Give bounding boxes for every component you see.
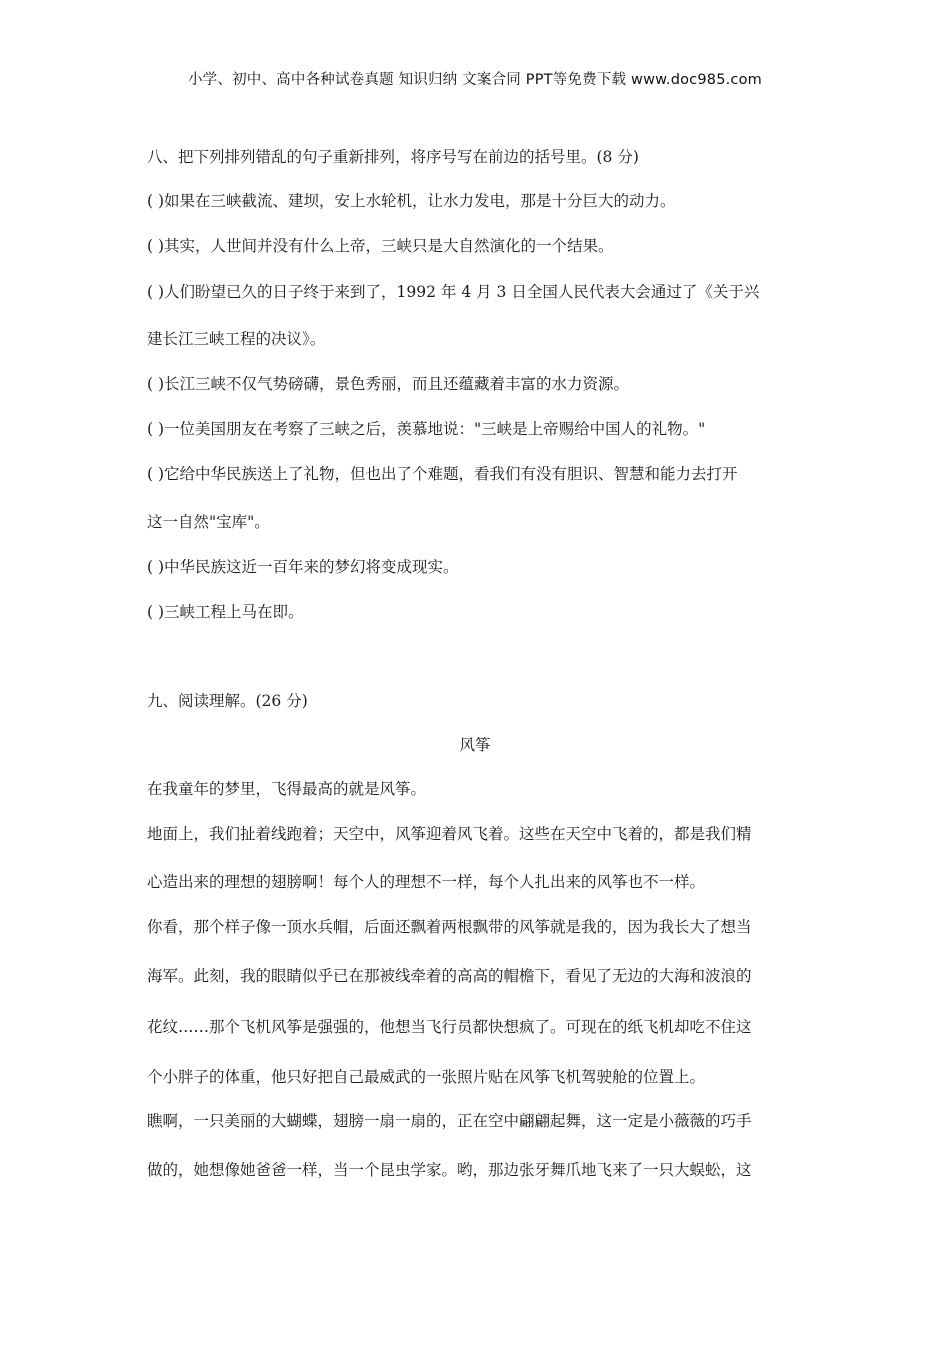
reorder-sentence: ( )一位美国朋友在考察了三峡之后，羡慕地说："三峡是上帝赐给中国人的礼物。" [147, 420, 706, 438]
article-line: 个小胖子的体重，他只好把自己最威武的一张照片贴在风筝飞机驾驶舱的位置上。 [147, 1068, 706, 1086]
article-line: 做的，她想像她爸爸一样，当一个昆虫学家。哟，那边张牙舞爪地飞来了一只大蜈蚣，这 [147, 1161, 752, 1179]
reorder-sentence-continuation: 建长江三峡工程的决议》。 [147, 330, 326, 348]
reorder-sentence: ( )如果在三峡截流、建坝，安上水轮机，让水力发电，那是十分巨大的动力。 [147, 192, 676, 210]
article-line: 海军。此刻，我的眼睛似乎已在那被线牵着的高高的帽檐下，看见了无边的大海和波浪的 [147, 967, 752, 985]
reorder-sentence: ( )它给中华民族送上了礼物，但也出了个难题，看我们有没有胆识、智慧和能力去打开 [147, 465, 738, 483]
reorder-sentence: ( )人们盼望已久的日子终于来到了，1992 年 4 月 3 日全国人民代表大会通过了《关于兴 [147, 283, 760, 301]
reorder-sentence: ( )其实，人世间并没有什么上帝，三峡只是大自然演化的一个结果。 [147, 237, 614, 255]
article-line: 地面上，我们扯着线跑着；天空中，风筝迎着风飞着。这些在天空中飞着的，都是我们精 [147, 825, 752, 843]
reorder-sentence: ( )中华民族这近一百年来的梦幻将变成现实。 [147, 558, 459, 576]
article-title: 风筝 [459, 736, 491, 754]
article-line: 花纹……那个飞机风筝是强强的，他想当飞行员都快想疯了。可现在的纸飞机却吃不住这 [147, 1018, 752, 1036]
article-line: 在我童年的梦里，飞得最高的就是风筝。 [147, 780, 427, 798]
reorder-sentence-continuation: 这一自然"宝库"。 [147, 513, 270, 531]
section-8-title: 八、把下列排列错乱的句子重新排列，将序号写在前边的括号里。(8 分) [147, 148, 639, 166]
section-9-title: 九、阅读理解。(26 分) [147, 692, 308, 710]
article-line: 心造出来的理想的翅膀啊！每个人的理想不一样，每个人扎出来的风筝也不一样。 [147, 873, 706, 891]
page-header: 小学、初中、高中各种试卷真题 知识归纳 文案合同 PPT等免费下载 www.doc985.com [187, 72, 763, 88]
article-line: 你看，那个样子像一顶水兵帽，后面还飘着两根飘带的风筝就是我的，因为我长大了想当 [147, 918, 752, 936]
reorder-sentence: ( )三峡工程上马在即。 [147, 603, 304, 621]
article-line: 瞧啊，一只美丽的大蝴蝶，翅膀一扇一扇的，正在空中翩翩起舞，这一定是小薇薇的巧手 [147, 1112, 752, 1130]
reorder-sentence: ( )长江三峡不仅气势磅礴，景色秀丽，而且还蕴藏着丰富的水力资源。 [147, 375, 630, 393]
